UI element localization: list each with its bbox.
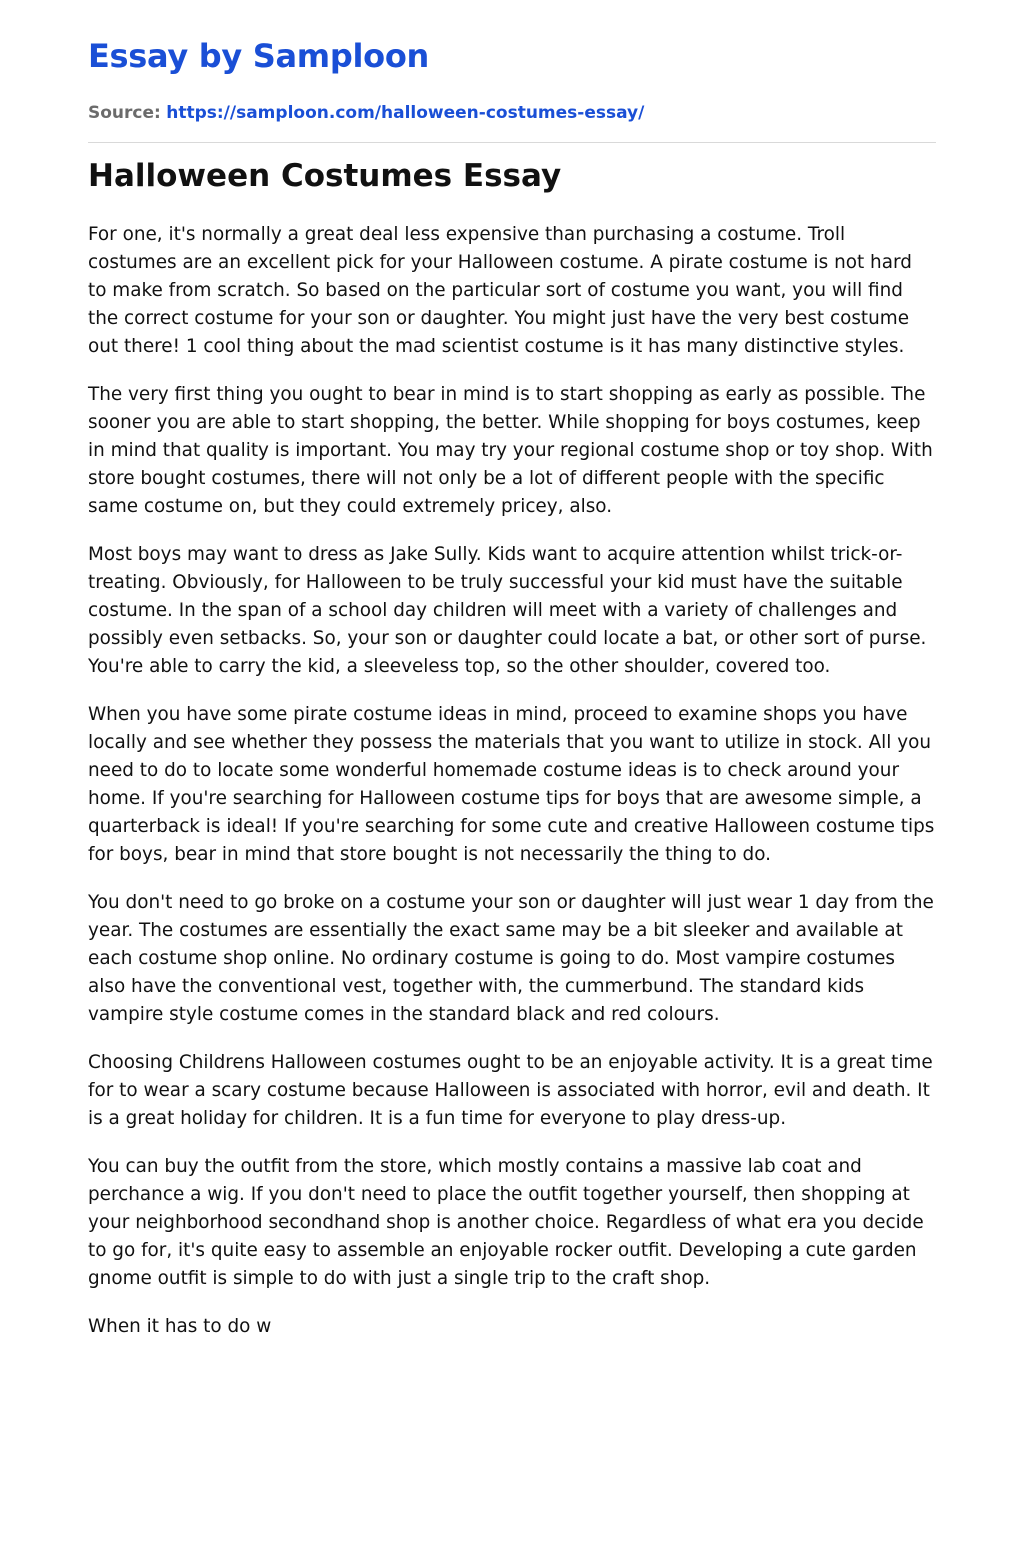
document-page: [88, 0, 936, 1337]
essay-paragraph-6: Choosing Childrens Halloween costumes ought to be an enjoyable activity. It is a great time for to wear a scary costume because Halloween is associated with horror, evil and death. It is a great holiday for children. It is a fun time for everyone to play dress-up.: [88, 1052, 933, 1129]
essay-body: [88, 221, 936, 1341]
essay-paragraph-4: When you have some pirate costume ideas in mind, proceed to examine shops you have locally and see whether they possess the materials that you want to utilize in stock. All you need to do to locate some wonderful homemade costume ideas is to check around your home. If you're searching for Halloween costume tips for boys that are awesome simple, a quarterback is ideal! If you're searching for some cute and creative Halloween costume tips for boys, bear in mind that store bought is not necessarily the thing to do.: [88, 704, 935, 865]
essay-paragraph-3: Most boys may want to dress as Jake Sully. Kids want to acquire attention whilst trick-or-treating. Obviously, for Halloween to be truly successful your kid must have the suitable costume. In the span of a school day children will meet with a variety of challenges and possibly even setbacks. So, your son or daughter could locate a bat, or other sort of purse. You're able to carry the kid, a sleeveless top, so the other shoulder, covered too.: [88, 544, 927, 677]
essay-paragraph-2: The very first thing you ought to bear in mind is to start shopping as early as possible. The sooner you are able to start shopping, the better. While shopping for boys costumes, keep in mind that quality is important. You may try your regional costume shop or toy shop. With store bought costumes, there will not only be a lot of different people with the specific same costume on, but they could extremely pricey, also.: [88, 384, 933, 517]
site-brand[interactable]: Essay by Samploon: [88, 37, 429, 75]
essay-paragraph-1: For one, it's normally a great deal less expensive than purchasing a costume. Troll costumes are an excellent pick for your Halloween costume. A pirate costume is not hard to make from scratch. So based on the particular sort of costume you want, you will find the correct costume for your son or daughter. You might just have the very best costume out there! 1 cool thing about the mad scientist costume is it has many distinctive styles.: [88, 224, 912, 357]
header-divider: [88, 142, 936, 143]
source-line: [88, 102, 644, 124]
source-label: Source:: [88, 103, 161, 123]
essay-paragraph-7: You can buy the outfit from the store, which mostly contains a massive lab coat and perchance a wig. If you don't need to place the outfit together yourself, then shopping at your neighborhood secondhand shop is another choice. Regardless of what era you decide to go for, it's quite easy to assemble an enjoyable rocker outfit. Developing a cute garden gnome outfit is simple to do with just a single trip to the craft shop.: [88, 1156, 924, 1289]
essay-paragraph-truncated: When it has to do w: [88, 1316, 272, 1337]
essay-paragraph-5: You don't need to go broke on a costume your son or daughter will just wear 1 day from the year. The costumes are essentially the exact same may be a bit sleeker and available at each costume shop online. No ordinary costume is going to do. Most vampire costumes also have the conventional vest, together with, the cummerbund. The standard kids vampire style costume comes in the standard black and red colours.: [88, 892, 934, 1025]
source-link[interactable]: https://samploon.com/halloween-costumes-essay/: [166, 103, 645, 123]
essay-title: Halloween Costumes Essay: [88, 158, 562, 194]
